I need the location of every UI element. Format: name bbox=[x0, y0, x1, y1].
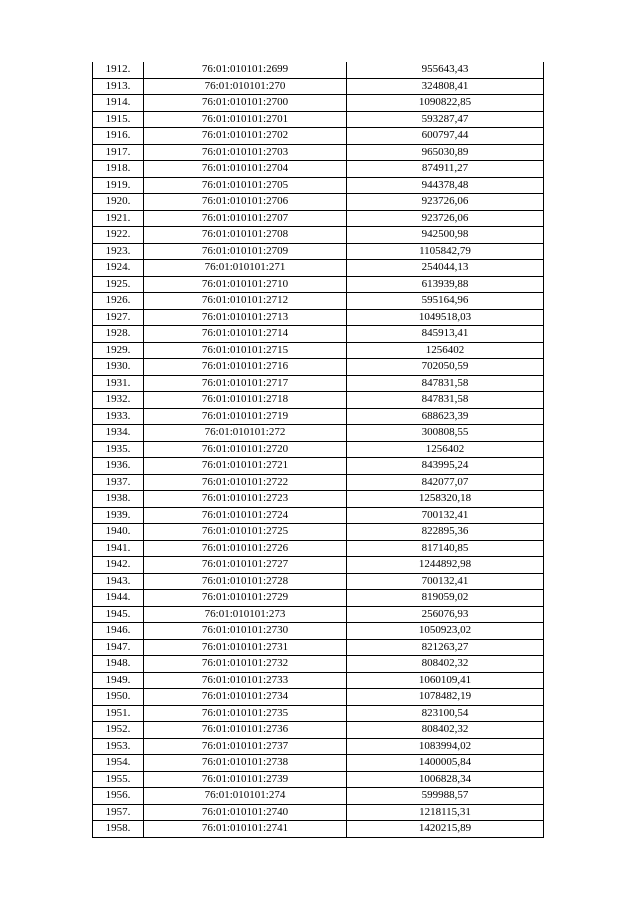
row-number-cell: 1921. bbox=[93, 210, 144, 227]
cadastral-number-cell: 76:01:010101:2722 bbox=[144, 474, 347, 491]
table-row bbox=[93, 474, 544, 491]
table-row bbox=[93, 705, 544, 722]
row-number-cell: 1914. bbox=[93, 95, 144, 112]
table-row bbox=[93, 194, 544, 211]
cadastral-number-cell: 76:01:010101:2714 bbox=[144, 326, 347, 343]
cadastral-value-cell: 1083994,02 bbox=[347, 738, 544, 755]
cadastral-value-cell: 823100,54 bbox=[347, 705, 544, 722]
cadastral-number-cell: 76:01:010101:2738 bbox=[144, 755, 347, 772]
cadastral-value-cell: 923726,06 bbox=[347, 194, 544, 211]
cadastral-number-cell: 76:01:010101:2700 bbox=[144, 95, 347, 112]
table-row bbox=[93, 590, 544, 607]
cadastral-number-cell: 76:01:010101:2708 bbox=[144, 227, 347, 244]
cadastral-number-cell: 76:01:010101:2729 bbox=[144, 590, 347, 607]
row-number-cell: 1956. bbox=[93, 788, 144, 805]
table-row bbox=[93, 326, 544, 343]
row-number-cell: 1944. bbox=[93, 590, 144, 607]
table-row bbox=[93, 788, 544, 805]
cadastral-value-cell: 599988,57 bbox=[347, 788, 544, 805]
cadastral-number-cell: 76:01:010101:2725 bbox=[144, 524, 347, 541]
table-row bbox=[93, 524, 544, 541]
cadastral-value-cell: 817140,85 bbox=[347, 540, 544, 557]
cadastral-value-cell: 254044,13 bbox=[347, 260, 544, 277]
row-number-cell: 1926. bbox=[93, 293, 144, 310]
cadastral-number-cell: 76:01:010101:2724 bbox=[144, 507, 347, 524]
table-row bbox=[93, 293, 544, 310]
cadastral-number-cell: 76:01:010101:271 bbox=[144, 260, 347, 277]
table-row bbox=[93, 392, 544, 409]
table-row bbox=[93, 425, 544, 442]
table-row bbox=[93, 821, 544, 838]
cadastral-value-cell: 845913,41 bbox=[347, 326, 544, 343]
row-number-cell: 1932. bbox=[93, 392, 144, 409]
cadastral-value-cell: 595164,96 bbox=[347, 293, 544, 310]
row-number-cell: 1927. bbox=[93, 309, 144, 326]
table-row bbox=[93, 672, 544, 689]
cadastral-number-cell: 76:01:010101:2699 bbox=[144, 62, 347, 78]
table-row bbox=[93, 342, 544, 359]
row-number-cell: 1924. bbox=[93, 260, 144, 277]
row-number-cell: 1919. bbox=[93, 177, 144, 194]
row-number-cell: 1916. bbox=[93, 128, 144, 145]
table-row bbox=[93, 144, 544, 161]
cadastral-value-cell: 819059,02 bbox=[347, 590, 544, 607]
row-number-cell: 1940. bbox=[93, 524, 144, 541]
cadastral-number-cell: 76:01:010101:2740 bbox=[144, 804, 347, 821]
cadastral-value-cell: 944378,48 bbox=[347, 177, 544, 194]
table-row bbox=[93, 738, 544, 755]
table-row bbox=[93, 639, 544, 656]
table-row bbox=[93, 227, 544, 244]
row-number-cell: 1923. bbox=[93, 243, 144, 260]
cadastral-number-cell: 76:01:010101:2709 bbox=[144, 243, 347, 260]
cadastral-number-cell: 76:01:010101:2707 bbox=[144, 210, 347, 227]
row-number-cell: 1925. bbox=[93, 276, 144, 293]
row-number-cell: 1949. bbox=[93, 672, 144, 689]
row-number-cell: 1952. bbox=[93, 722, 144, 739]
row-number-cell: 1943. bbox=[93, 573, 144, 590]
row-number-cell: 1933. bbox=[93, 408, 144, 425]
cadastral-number-cell: 76:01:010101:2704 bbox=[144, 161, 347, 178]
row-number-cell: 1917. bbox=[93, 144, 144, 161]
cadastral-value-cell: 256076,93 bbox=[347, 606, 544, 623]
table-row bbox=[93, 491, 544, 508]
table-row bbox=[93, 606, 544, 623]
table-row bbox=[93, 507, 544, 524]
cadastral-number-cell: 76:01:010101:2716 bbox=[144, 359, 347, 376]
row-number-cell: 1922. bbox=[93, 227, 144, 244]
cadastral-number-cell: 76:01:010101:2706 bbox=[144, 194, 347, 211]
cadastral-number-cell: 76:01:010101:2718 bbox=[144, 392, 347, 409]
cadastral-number-cell: 76:01:010101:2736 bbox=[144, 722, 347, 739]
table-row bbox=[93, 128, 544, 145]
table-row bbox=[93, 408, 544, 425]
row-number-cell: 1935. bbox=[93, 441, 144, 458]
cadastral-value-cell: 808402,32 bbox=[347, 722, 544, 739]
row-number-cell: 1945. bbox=[93, 606, 144, 623]
table-row bbox=[93, 177, 544, 194]
cadastral-value-cell: 593287,47 bbox=[347, 111, 544, 128]
cadastral-value-cell: 702050,59 bbox=[347, 359, 544, 376]
cadastral-number-cell: 76:01:010101:2739 bbox=[144, 771, 347, 788]
table-body bbox=[93, 62, 544, 837]
cadastral-value-cell: 1090822,85 bbox=[347, 95, 544, 112]
row-number-cell: 1915. bbox=[93, 111, 144, 128]
cadastral-number-cell: 76:01:010101:2713 bbox=[144, 309, 347, 326]
cadastral-number-cell: 76:01:010101:2731 bbox=[144, 639, 347, 656]
cadastral-value-cell: 1078482,19 bbox=[347, 689, 544, 706]
cadastral-value-cell: 1105842,79 bbox=[347, 243, 544, 260]
cadastral-number-cell: 76:01:010101:272 bbox=[144, 425, 347, 442]
table-row bbox=[93, 309, 544, 326]
cadastral-number-cell: 76:01:010101:2733 bbox=[144, 672, 347, 689]
row-number-cell: 1955. bbox=[93, 771, 144, 788]
table-row bbox=[93, 161, 544, 178]
table-row bbox=[93, 359, 544, 376]
cadastral-number-cell: 76:01:010101:2710 bbox=[144, 276, 347, 293]
row-number-cell: 1953. bbox=[93, 738, 144, 755]
row-number-cell: 1938. bbox=[93, 491, 144, 508]
cadastral-value-cell: 842077,07 bbox=[347, 474, 544, 491]
table-row bbox=[93, 243, 544, 260]
cadastral-value-cell: 942500,98 bbox=[347, 227, 544, 244]
cadastral-value-cell: 847831,58 bbox=[347, 392, 544, 409]
row-number-cell: 1950. bbox=[93, 689, 144, 706]
cadastral-value-cell: 847831,58 bbox=[347, 375, 544, 392]
cadastral-number-cell: 76:01:010101:2737 bbox=[144, 738, 347, 755]
cadastral-value-cell: 1400005,84 bbox=[347, 755, 544, 772]
row-number-cell: 1913. bbox=[93, 78, 144, 95]
cadastral-number-cell: 76:01:010101:2727 bbox=[144, 557, 347, 574]
table-row bbox=[93, 441, 544, 458]
row-number-cell: 1918. bbox=[93, 161, 144, 178]
cadastral-value-table bbox=[92, 62, 544, 838]
cadastral-value-cell: 324808,41 bbox=[347, 78, 544, 95]
table-row bbox=[93, 458, 544, 475]
cadastral-value-cell: 923726,06 bbox=[347, 210, 544, 227]
cadastral-value-cell: 955643,43 bbox=[347, 62, 544, 78]
cadastral-number-cell: 76:01:010101:2735 bbox=[144, 705, 347, 722]
cadastral-number-cell: 76:01:010101:2715 bbox=[144, 342, 347, 359]
cadastral-number-cell: 76:01:010101:2721 bbox=[144, 458, 347, 475]
table-row bbox=[93, 557, 544, 574]
cadastral-value-cell: 843995,24 bbox=[347, 458, 544, 475]
cadastral-value-cell: 700132,41 bbox=[347, 507, 544, 524]
cadastral-number-cell: 76:01:010101:2728 bbox=[144, 573, 347, 590]
cadastral-value-cell: 1256402 bbox=[347, 441, 544, 458]
cadastral-number-cell: 76:01:010101:2720 bbox=[144, 441, 347, 458]
row-number-cell: 1941. bbox=[93, 540, 144, 557]
cadastral-number-cell: 76:01:010101:2730 bbox=[144, 623, 347, 640]
row-number-cell: 1958. bbox=[93, 821, 144, 838]
row-number-cell: 1931. bbox=[93, 375, 144, 392]
row-number-cell: 1939. bbox=[93, 507, 144, 524]
table-row bbox=[93, 210, 544, 227]
table-row bbox=[93, 62, 544, 78]
row-number-cell: 1937. bbox=[93, 474, 144, 491]
cadastral-value-cell: 600797,44 bbox=[347, 128, 544, 145]
table-row bbox=[93, 722, 544, 739]
cadastral-value-cell: 965030,89 bbox=[347, 144, 544, 161]
cadastral-number-cell: 76:01:010101:2703 bbox=[144, 144, 347, 161]
cadastral-value-cell: 300808,55 bbox=[347, 425, 544, 442]
cadastral-number-cell: 76:01:010101:2734 bbox=[144, 689, 347, 706]
table-row bbox=[93, 771, 544, 788]
row-number-cell: 1934. bbox=[93, 425, 144, 442]
table-row bbox=[93, 375, 544, 392]
cadastral-value-cell: 613939,88 bbox=[347, 276, 544, 293]
cadastral-number-cell: 76:01:010101:2741 bbox=[144, 821, 347, 838]
cadastral-value-cell: 1050923,02 bbox=[347, 623, 544, 640]
cadastral-number-cell: 76:01:010101:2726 bbox=[144, 540, 347, 557]
table-row bbox=[93, 111, 544, 128]
cadastral-number-cell: 76:01:010101:2712 bbox=[144, 293, 347, 310]
cadastral-number-cell: 76:01:010101:2705 bbox=[144, 177, 347, 194]
cadastral-number-cell: 76:01:010101:2701 bbox=[144, 111, 347, 128]
row-number-cell: 1920. bbox=[93, 194, 144, 211]
row-number-cell: 1951. bbox=[93, 705, 144, 722]
row-number-cell: 1912. bbox=[93, 62, 144, 78]
row-number-cell: 1930. bbox=[93, 359, 144, 376]
table-row bbox=[93, 755, 544, 772]
cadastral-number-cell: 76:01:010101:270 bbox=[144, 78, 347, 95]
cadastral-value-cell: 1244892,98 bbox=[347, 557, 544, 574]
table-row bbox=[93, 656, 544, 673]
row-number-cell: 1929. bbox=[93, 342, 144, 359]
table-row bbox=[93, 804, 544, 821]
row-number-cell: 1948. bbox=[93, 656, 144, 673]
table-row bbox=[93, 540, 544, 557]
cadastral-number-cell: 76:01:010101:2732 bbox=[144, 656, 347, 673]
cadastral-value-cell: 1060109,41 bbox=[347, 672, 544, 689]
cadastral-number-cell: 76:01:010101:2717 bbox=[144, 375, 347, 392]
cadastral-value-cell: 1258320,18 bbox=[347, 491, 544, 508]
cadastral-number-cell: 76:01:010101:2719 bbox=[144, 408, 347, 425]
cadastral-number-cell: 76:01:010101:2723 bbox=[144, 491, 347, 508]
cadastral-value-cell: 688623,39 bbox=[347, 408, 544, 425]
row-number-cell: 1946. bbox=[93, 623, 144, 640]
cadastral-value-cell: 822895,36 bbox=[347, 524, 544, 541]
cadastral-value-cell: 808402,32 bbox=[347, 656, 544, 673]
table-row bbox=[93, 95, 544, 112]
row-number-cell: 1947. bbox=[93, 639, 144, 656]
table-row bbox=[93, 260, 544, 277]
row-number-cell: 1954. bbox=[93, 755, 144, 772]
cadastral-number-cell: 76:01:010101:273 bbox=[144, 606, 347, 623]
cadastral-value-cell: 1006828,34 bbox=[347, 771, 544, 788]
cadastral-number-cell: 76:01:010101:2702 bbox=[144, 128, 347, 145]
cadastral-value-cell: 1256402 bbox=[347, 342, 544, 359]
table-row bbox=[93, 276, 544, 293]
row-number-cell: 1936. bbox=[93, 458, 144, 475]
row-number-cell: 1942. bbox=[93, 557, 144, 574]
cadastral-value-cell: 1049518,03 bbox=[347, 309, 544, 326]
table-row bbox=[93, 689, 544, 706]
row-number-cell: 1928. bbox=[93, 326, 144, 343]
cadastral-value-cell: 821263,27 bbox=[347, 639, 544, 656]
cadastral-value-cell: 700132,41 bbox=[347, 573, 544, 590]
cadastral-value-cell: 874911,27 bbox=[347, 161, 544, 178]
cadastral-value-cell: 1420215,89 bbox=[347, 821, 544, 838]
table-row bbox=[93, 623, 544, 640]
cadastral-value-cell: 1218115,31 bbox=[347, 804, 544, 821]
row-number-cell: 1957. bbox=[93, 804, 144, 821]
table-row bbox=[93, 573, 544, 590]
cadastral-number-cell: 76:01:010101:274 bbox=[144, 788, 347, 805]
table-row bbox=[93, 78, 544, 95]
